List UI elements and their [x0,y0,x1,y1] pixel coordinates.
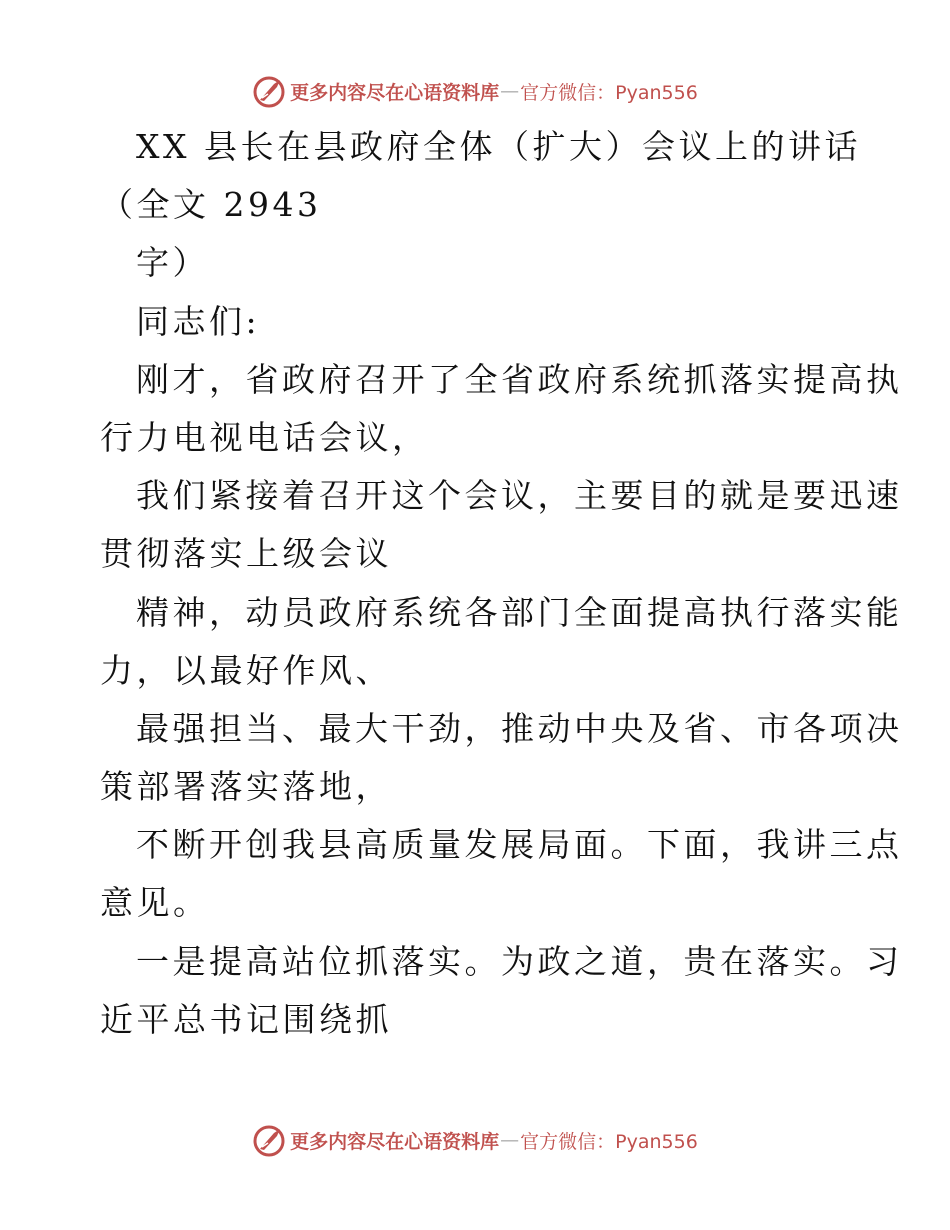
paragraph-line: 策部署落实落地， [100,767,392,807]
quill-pen-logo-icon [252,74,286,108]
document-body [100,118,903,1049]
paragraph-line: 我们紧接着召开这个会议，主要目的就是要迅速 [136,476,903,516]
watermark-dash: — [500,1129,520,1151]
paragraph-line: 最强担当、最大干劲，推动中央及省、市各项决 [136,708,903,748]
paragraph-line: 近平总书记围绕抓 [100,999,392,1039]
paragraph-line: 一是提高站位抓落实。为政之道，贵在落实。习 [136,941,903,981]
paragraph-line: 贯彻落实上级会议 [100,534,392,574]
watermark-dash: — [500,80,520,102]
document-title-line-3: 字） [136,243,209,283]
watermark-site-text: 更多内容尽在心语资料库 [290,81,500,104]
quill-pen-logo-icon [252,1123,286,1157]
watermark-site-text: 更多内容尽在心语资料库 [290,1130,500,1153]
header-watermark [0,71,950,111]
paragraph-line: 意见。 [100,883,210,923]
paragraph-line: 刚才，省政府召开了全省政府系统抓落实提高执 [136,359,903,399]
paragraph-line: 行力电视电话会议， [100,417,429,457]
salutation: 同志们: [136,301,261,341]
document-title-line-2: （全文 2943 [100,185,322,225]
paragraph-line: 精神，动员政府系统各部门全面提高执行落实能 [136,592,903,632]
paragraph-line: 力，以最好作风、 [100,650,392,690]
document-title-line-1: XX 县长在县政府全体（扩大）会议上的讲话 [136,127,861,166]
watermark-wechat-text: 官方微信：Pyan556 [520,81,698,104]
paragraph-line: 不断开创我县高质量发展局面。下面，我讲三点 [136,825,903,865]
watermark-wechat-text: 官方微信：Pyan556 [520,1130,698,1153]
footer-watermark [0,1120,950,1160]
